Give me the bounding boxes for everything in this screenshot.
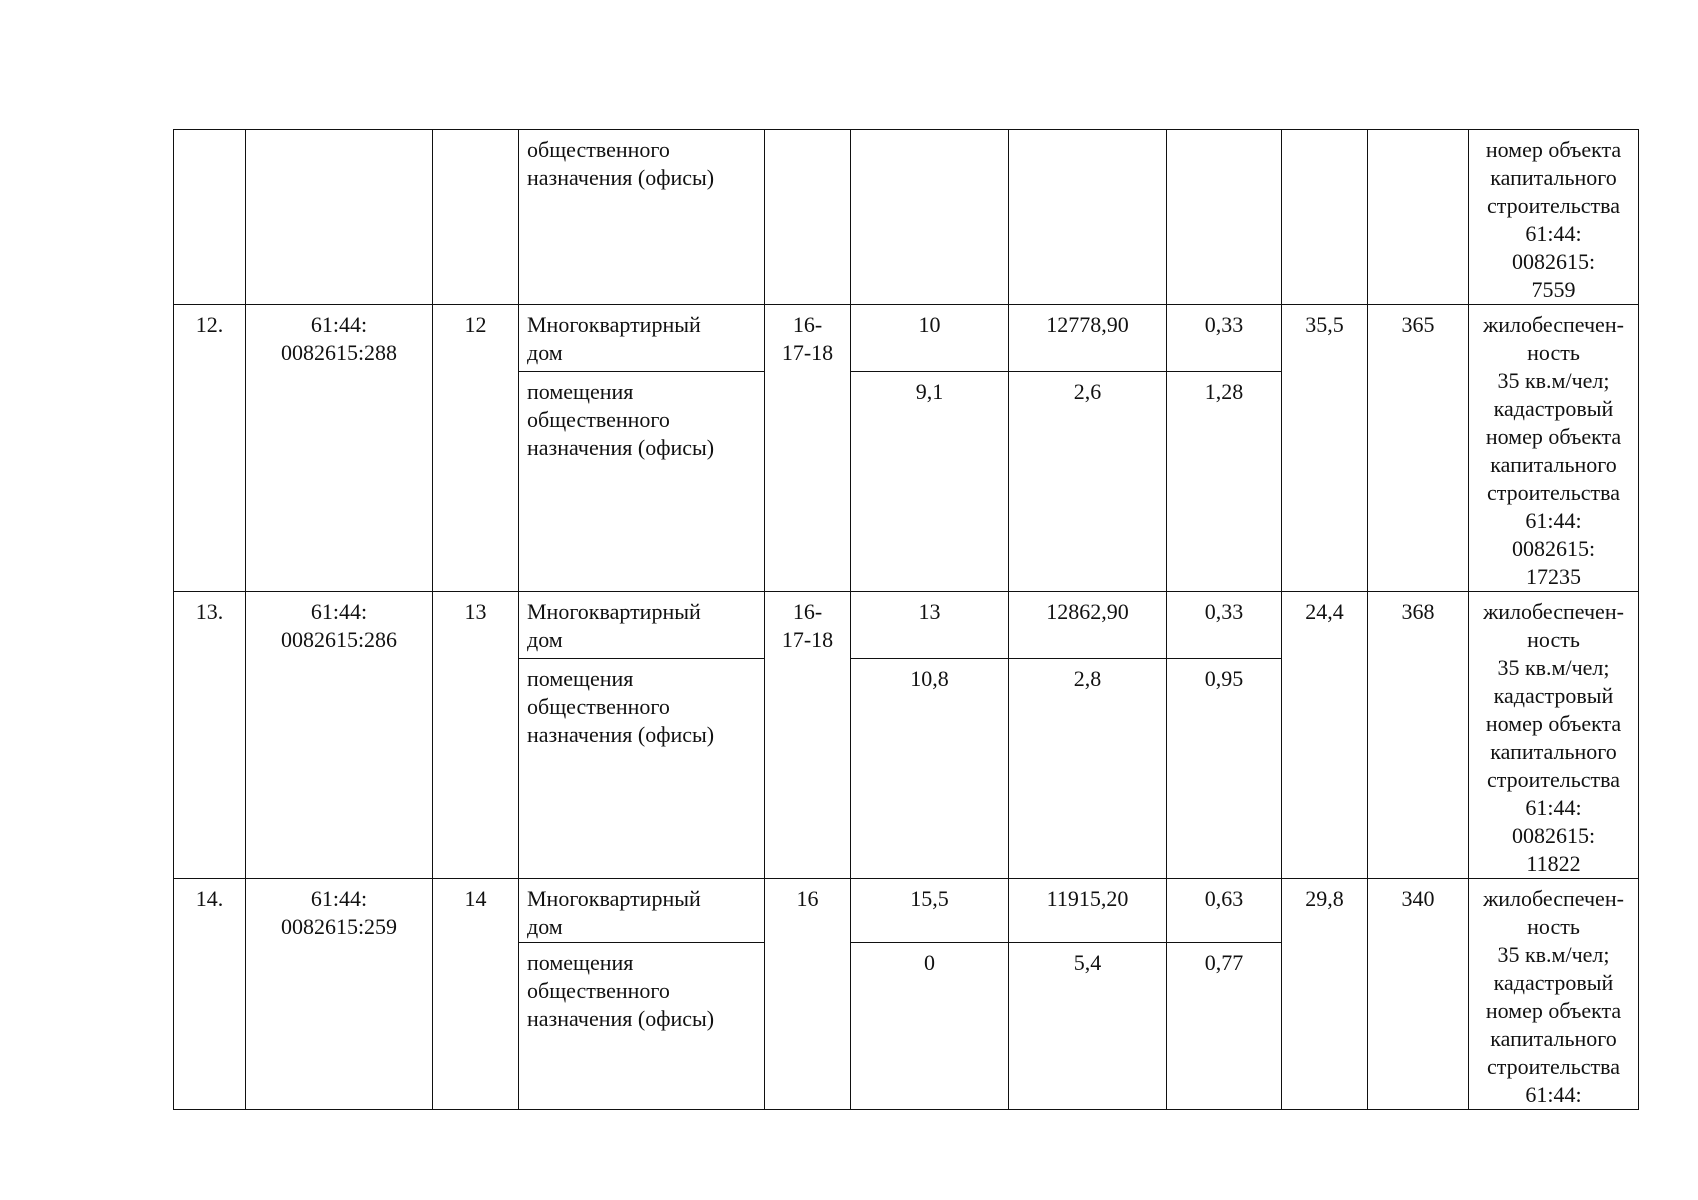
cell-a-main: 13 (851, 592, 1009, 659)
cell-plot: 12 (433, 305, 519, 592)
cell-c-main: 0,33 (1167, 592, 1282, 659)
cell-a-main: 10 (851, 305, 1009, 372)
cell-object-type-main: Многоквартирный дом (519, 592, 765, 659)
cell-plot: 13 (433, 592, 519, 879)
cell-d: 24,4 (1282, 592, 1368, 879)
cell-b-main: 11915,20 (1009, 879, 1167, 943)
cell-d: 29,8 (1282, 879, 1368, 1110)
cell-floors: 16- 17-18 (765, 592, 851, 879)
cell-b-offices: 5,4 (1009, 942, 1167, 1109)
cell-notes: жилобеспечен- ность 35 кв.м/чел; кадастровый номер объекта капитального строительства 61:44: 0082615: 17235 (1469, 305, 1639, 592)
cell-notes: номер объекта капитального строительства 61:44: 0082615: 7559 (1469, 130, 1639, 305)
cell-e: 365 (1368, 305, 1469, 592)
cell-object-type-main: Многоквартирный дом (519, 879, 765, 943)
cell-b-offices: 2,6 (1009, 371, 1167, 591)
cell-c-offices: 0,77 (1167, 942, 1282, 1109)
table-row-14 (174, 879, 1639, 943)
cell-num: 13. (174, 592, 246, 879)
cell-d (1282, 130, 1368, 305)
table-row-continuation (174, 130, 1639, 305)
cell-floors: 16- 17-18 (765, 305, 851, 592)
cell-a-offices: 10,8 (851, 658, 1009, 878)
cell-cadastral: 61:44: 0082615:286 (246, 592, 433, 879)
cell-b-main: 12778,90 (1009, 305, 1167, 372)
cell-a (851, 130, 1009, 305)
cell-a-offices: 0 (851, 942, 1009, 1109)
cell-c (1167, 130, 1282, 305)
cell-b (1009, 130, 1167, 305)
cell-d: 35,5 (1282, 305, 1368, 592)
table-row-13 (174, 592, 1639, 659)
cell-floors (765, 130, 851, 305)
cell-notes: жилобеспечен- ность 35 кв.м/чел; кадастровый номер объекта капитального строительства 61:44: (1469, 879, 1639, 1110)
cell-c-main: 0,33 (1167, 305, 1282, 372)
cell-cadastral (246, 130, 433, 305)
cell-c-offices: 1,28 (1167, 371, 1282, 591)
cell-b-main: 12862,90 (1009, 592, 1167, 659)
cell-num: 14. (174, 879, 246, 1110)
cell-c-main: 0,63 (1167, 879, 1282, 943)
cell-floors: 16 (765, 879, 851, 1110)
cell-b-offices: 2,8 (1009, 658, 1167, 878)
cell-num (174, 130, 246, 305)
cell-object-type: общественного назначения (офисы) (519, 130, 765, 305)
cell-e (1368, 130, 1469, 305)
cell-object-type-offices: помещения общественного назначения (офисы) (519, 371, 765, 591)
cell-e: 368 (1368, 592, 1469, 879)
cell-a-main: 15,5 (851, 879, 1009, 943)
cell-object-type-offices: помещения общественного назначения (офисы) (519, 942, 765, 1109)
cell-e: 340 (1368, 879, 1469, 1110)
cell-a-offices: 9,1 (851, 371, 1009, 591)
cell-plot (433, 130, 519, 305)
cell-plot: 14 (433, 879, 519, 1110)
cell-object-type-main: Многоквартирный дом (519, 305, 765, 372)
cell-cadastral: 61:44: 0082615:259 (246, 879, 433, 1110)
cell-num: 12. (174, 305, 246, 592)
cell-notes: жилобеспечен- ность 35 кв.м/чел; кадастровый номер объекта капитального строительства 61:44: 0082615: 11822 (1469, 592, 1639, 879)
cell-object-type-offices: помещения общественного назначения (офисы) (519, 658, 765, 878)
objects-table (173, 129, 1639, 1110)
cell-c-offices: 0,95 (1167, 658, 1282, 878)
table-row-12 (174, 305, 1639, 372)
cell-cadastral: 61:44: 0082615:288 (246, 305, 433, 592)
